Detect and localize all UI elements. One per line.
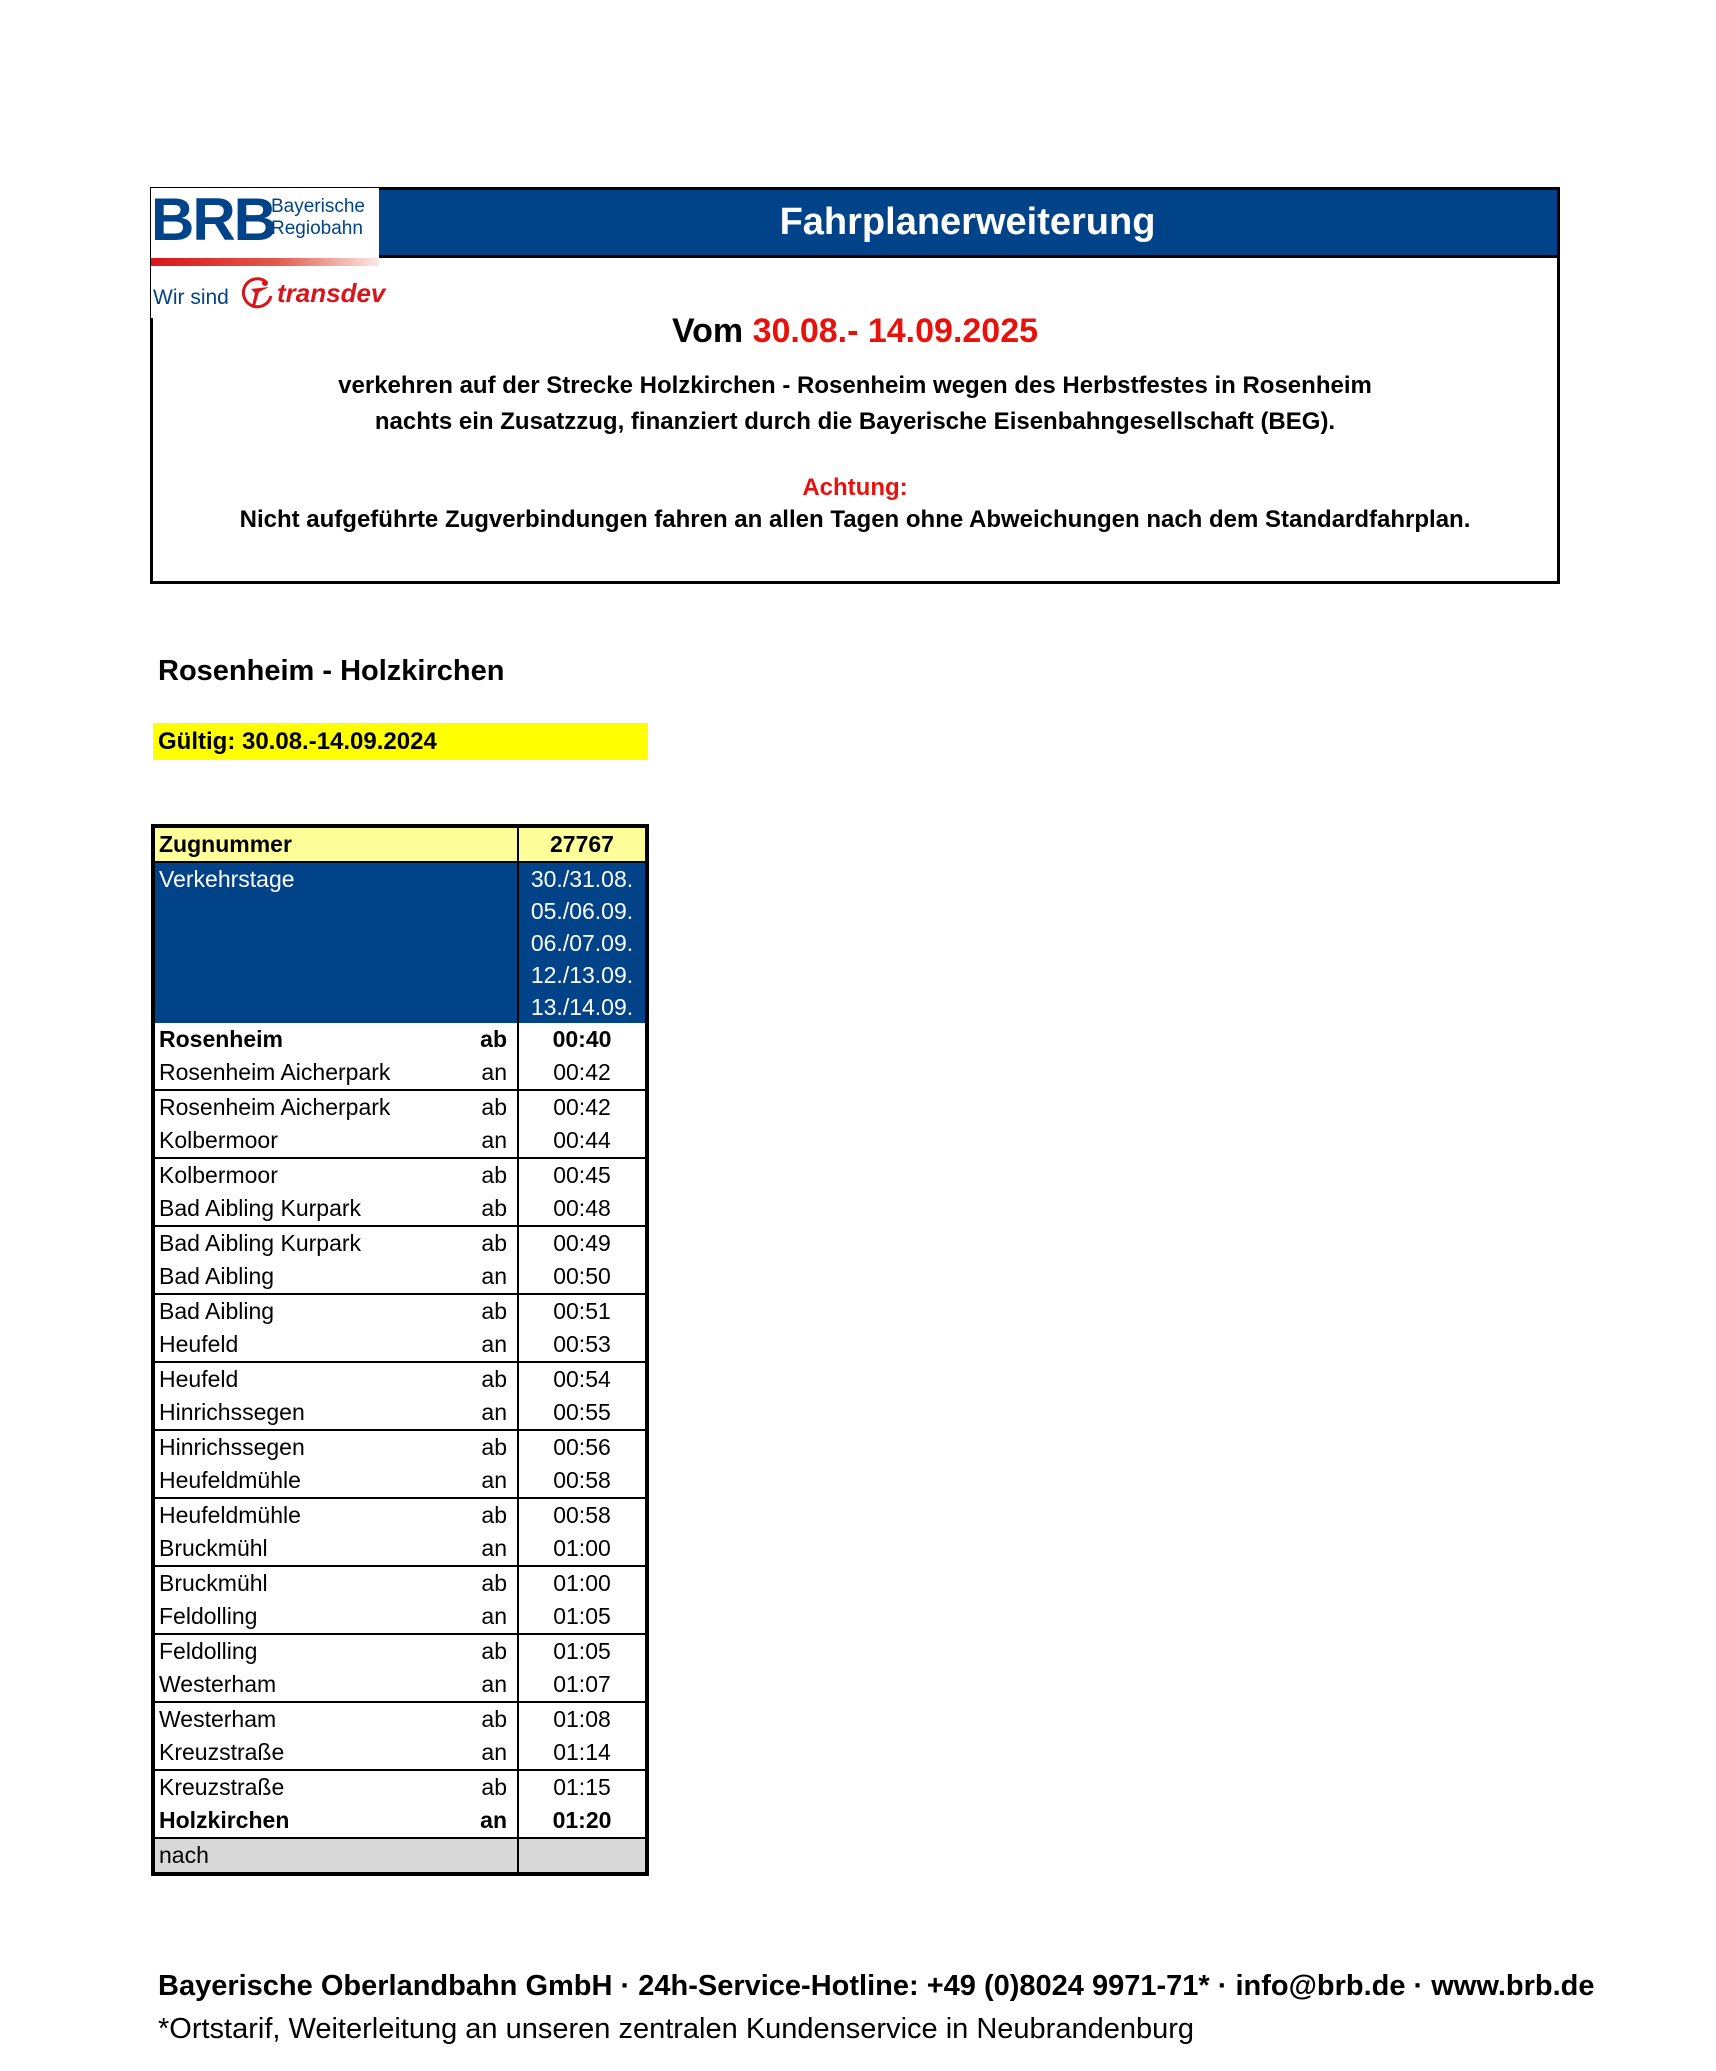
arrival-departure-type: an — [463, 1668, 518, 1702]
station-name: Westerham — [153, 1668, 463, 1702]
transdev-runner-icon — [241, 276, 275, 310]
time: 01:14 — [518, 1736, 647, 1770]
table-row — [153, 1294, 647, 1328]
achtung-label: Achtung: — [802, 474, 908, 501]
arrival-departure-type: an — [463, 1804, 518, 1838]
table-row — [153, 1158, 647, 1192]
notice-line-3: Nicht aufgeführte Zugverbindungen fahren an allen Tagen ohne Abweichungen nach dem Standardfahrplan. — [239, 506, 1471, 533]
station-name: Bad Aibling Kurpark — [153, 1192, 463, 1226]
time: 01:20 — [552, 1807, 612, 1833]
station-name: Bruckmühl — [159, 1570, 268, 1596]
brb-logo-line1: Bayerische — [271, 196, 365, 217]
time: 00:58 — [553, 1502, 611, 1528]
time: 00:54 — [553, 1366, 611, 1392]
empty-cell — [463, 927, 518, 959]
transdev-text: transdev — [277, 277, 386, 308]
time: 01:05 — [553, 1638, 611, 1664]
arrival-departure-type: an — [463, 1600, 518, 1634]
table-row — [153, 1668, 647, 1702]
time: 00:42 — [518, 1056, 647, 1090]
time: 00:55 — [518, 1396, 647, 1430]
empty-cell — [463, 1838, 518, 1874]
station-name: Hinrichssegen — [153, 1396, 463, 1430]
arrival-departure-type: an — [463, 1464, 518, 1498]
empty-cell — [463, 991, 518, 1023]
train-number-row — [153, 826, 647, 862]
arrival-departure-type: ab — [463, 1702, 518, 1736]
time: 01:15 — [553, 1774, 611, 1800]
time: 00:42 — [553, 1094, 611, 1120]
table-row — [153, 1023, 647, 1056]
notice-line-2: nachts ein Zusatzzug, finanziert durch die Bayerische Eisenbahngesellschaft (BEG). — [374, 408, 1336, 435]
verkehrstage-label — [153, 959, 463, 991]
table-row — [153, 1464, 647, 1498]
arrival-departure-type: an — [463, 1736, 518, 1770]
station-name: Hinrichssegen — [159, 1434, 305, 1460]
time: 00:58 — [518, 1464, 647, 1498]
table-row — [153, 1498, 647, 1532]
footer-note: *Ortstarif, Weiterleitung an unseren zentralen Kundenservice in Neubrandenburg — [158, 2013, 1195, 2045]
station-name: Heufeld — [159, 1366, 239, 1392]
validity-banner: Gültig: 30.08.-14.09.2024 — [153, 723, 648, 760]
table-row — [153, 1634, 647, 1668]
time: 00:56 — [553, 1434, 611, 1460]
station-name: Westerham — [159, 1706, 277, 1732]
time: 00:50 — [518, 1260, 647, 1294]
time: 00:48 — [518, 1192, 647, 1226]
empty-cell — [463, 826, 518, 862]
arrival-departure-type: an — [463, 1396, 518, 1430]
verkehrstage-row — [153, 959, 647, 991]
brb-logo-text — [271, 196, 365, 240]
verkehrstage-date: 13./14.09. — [518, 991, 647, 1023]
verkehrstage-label: Verkehrstage — [153, 862, 463, 895]
brb-logo-line2: Regiobahn — [271, 218, 363, 239]
arrival-departure-type: an — [463, 1124, 518, 1158]
station-name: Kreuzstraße — [159, 1774, 285, 1800]
table-row — [153, 1600, 647, 1634]
station-name: Rosenheim — [159, 1026, 283, 1052]
table-row — [153, 1702, 647, 1736]
time: 01:08 — [553, 1706, 611, 1732]
station-name: Bad Aibling — [153, 1260, 463, 1294]
verkehrstage-date: 12./13.09. — [518, 959, 647, 991]
empty-cell — [463, 862, 518, 895]
station-name: Kreuzstraße — [153, 1736, 463, 1770]
table-row — [153, 1362, 647, 1396]
table-row — [153, 1090, 647, 1124]
vom-dates: 30.08.- 14.09.2025 — [752, 312, 1039, 350]
arrival-departure-type: an — [463, 1328, 518, 1362]
time: 00:44 — [518, 1124, 647, 1158]
nach-row — [153, 1838, 647, 1874]
arrival-departure-type: an — [463, 1532, 518, 1566]
footer-contact: Bayerische Oberlandbahn GmbH · 24h-Service-Hotline: +49 (0)8024 9971-71* · info@brb.de · www.brb.de — [158, 1970, 1595, 2002]
route-title: Rosenheim - Holzkirchen — [158, 655, 505, 687]
table-row — [153, 1396, 647, 1430]
wir-sind-text: Wir sind — [153, 286, 229, 309]
verkehrstage-row — [153, 895, 647, 927]
verkehrstage-label — [153, 991, 463, 1023]
arrival-departure-type: ab — [463, 1226, 518, 1260]
verkehrstage-date: 06./07.09. — [518, 927, 647, 959]
time: 01:07 — [518, 1668, 647, 1702]
notice-line-1: verkehren auf der Strecke Holzkirchen - Rosenheim wegen des Herbstfestes in Rosenheim — [338, 372, 1372, 399]
nach-label: nach — [153, 1838, 463, 1874]
table-row — [153, 1260, 647, 1294]
arrival-departure-type: ab — [463, 1362, 518, 1396]
table-row — [153, 1532, 647, 1566]
station-name: Holzkirchen — [159, 1807, 290, 1833]
timetable — [151, 824, 649, 1876]
station-name: Bruckmühl — [153, 1532, 463, 1566]
time: 00:53 — [518, 1328, 647, 1362]
time: 00:45 — [553, 1162, 611, 1188]
arrival-departure-type: ab — [463, 1023, 518, 1056]
station-name: Kolbermoor — [153, 1124, 463, 1158]
time: 01:05 — [518, 1600, 647, 1634]
train-number: 27767 — [518, 826, 647, 862]
arrival-departure-type: ab — [463, 1192, 518, 1226]
arrival-departure-type: ab — [463, 1634, 518, 1668]
station-name: Rosenheim Aicherpark — [153, 1056, 463, 1090]
station-name: Feldolling — [153, 1600, 463, 1634]
page-title: Fahrplanerweiterung — [779, 201, 1156, 243]
date-range-heading — [153, 312, 1557, 351]
arrival-departure-type: ab — [463, 1430, 518, 1464]
arrival-departure-type: ab — [463, 1770, 518, 1804]
arrival-departure-type: ab — [463, 1090, 518, 1124]
table-row — [153, 1192, 647, 1226]
empty-cell — [463, 895, 518, 927]
table-row — [153, 1566, 647, 1600]
verkehrstage-row — [153, 927, 647, 959]
empty-cell — [463, 959, 518, 991]
table-row — [153, 1770, 647, 1804]
arrival-departure-type: ab — [463, 1294, 518, 1328]
station-name: Bad Aibling Kurpark — [159, 1230, 362, 1256]
station-name: Kolbermoor — [159, 1162, 278, 1188]
table-row — [153, 1328, 647, 1362]
table-row — [153, 1124, 647, 1158]
table-row — [153, 1804, 647, 1838]
verkehrstage-date: 05./06.09. — [518, 895, 647, 927]
time: 00:40 — [552, 1026, 612, 1052]
time: 01:00 — [553, 1570, 611, 1596]
station-name: Heufeldmühle — [159, 1502, 301, 1528]
brb-logo-mark: BRB — [151, 186, 275, 253]
verkehrstage-row — [153, 991, 647, 1023]
station-name: Heufeld — [153, 1328, 463, 1362]
arrival-departure-type: ab — [463, 1498, 518, 1532]
notice-box — [150, 187, 1560, 584]
verkehrstage-label — [153, 895, 463, 927]
time: 01:00 — [518, 1532, 647, 1566]
brb-logo — [151, 186, 386, 318]
logo-stripe — [151, 258, 379, 266]
header-bar — [378, 190, 1557, 258]
station-name: Feldolling — [159, 1638, 258, 1664]
table-row — [153, 1226, 647, 1260]
verkehrstage-row — [153, 862, 647, 895]
arrival-departure-type: ab — [463, 1566, 518, 1600]
verkehrstage-label — [153, 927, 463, 959]
table-row — [153, 1736, 647, 1770]
table-row — [153, 1430, 647, 1464]
time: 00:49 — [553, 1230, 611, 1256]
arrival-departure-type: an — [463, 1260, 518, 1294]
station-name: Heufeldmühle — [153, 1464, 463, 1498]
train-number-label: Zugnummer — [153, 826, 463, 862]
transdev-logo — [241, 276, 385, 310]
station-name: Rosenheim Aicherpark — [159, 1094, 391, 1120]
station-name: Bad Aibling — [159, 1298, 275, 1324]
verkehrstage-date: 30./31.08. — [518, 862, 647, 895]
time: 00:51 — [553, 1298, 611, 1324]
table-row — [153, 1056, 647, 1090]
nach-value — [518, 1838, 647, 1874]
arrival-departure-type: an — [463, 1056, 518, 1090]
arrival-departure-type: ab — [463, 1158, 518, 1192]
vom-label: Vom — [671, 312, 753, 350]
